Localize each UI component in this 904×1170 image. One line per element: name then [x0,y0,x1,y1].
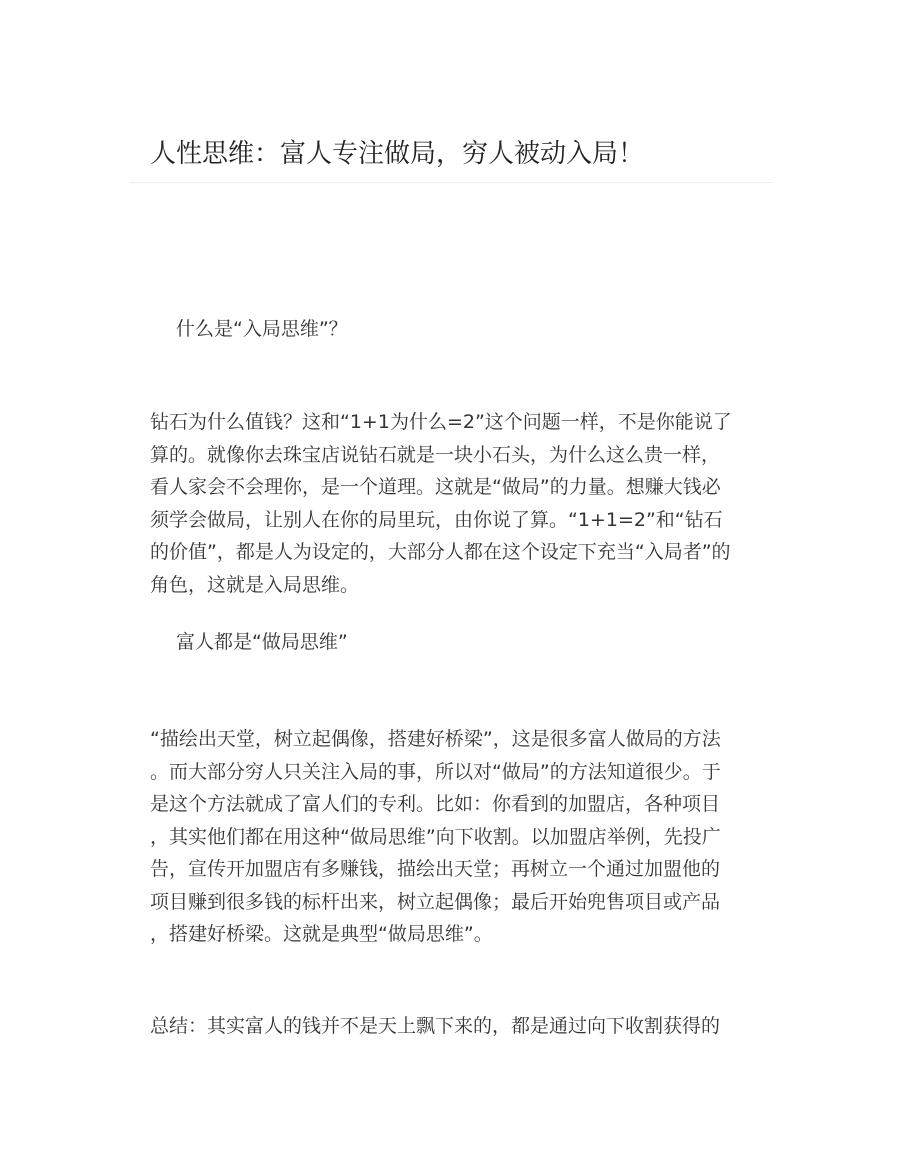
section-heading-game-thinking: 富人都是“做局思维” [176,631,348,653]
paragraph-line: 。而大部分穷人只关注入局的事，所以对“做局”的方法知道很少。于 [150,760,721,783]
article-title: 人性思维：富人专注做局，穷人被动入局！ [150,139,645,169]
paragraph-line: ，搭建好桥梁。这就是典型“做局思维”。 [150,923,493,945]
paragraph-game-thinking [150,723,760,951]
title-divider [130,182,773,183]
paragraph-entry-thinking [150,406,760,601]
paragraph-line: 钻石为什么值钱？这和“1+1为什么=2”这个问题一样，不是你能说了 [150,411,732,433]
paragraph-line: 告，宣传开加盟店有多赚钱，描绘出天堂；再树立一个通过加盟他的 [150,858,721,880]
paragraph-line: 总结：其实富人的钱并不是天上飘下来的，都是通过向下收割获得的 [150,1015,721,1037]
section-heading-entry-thinking: 什么是“入局思维”？ [176,318,348,340]
paragraph-line: “描绘出天堂，树立起偶像，搭建好桥梁”，这是很多富人做局的方法 [150,728,721,750]
paragraph-line: 看人家会不会理你，是一个道理。这就是“做局”的力量。想赚大钱必 [150,476,721,498]
paragraph-line: 角色，这就是入局思维。 [150,573,360,596]
paragraph-line: 的价值”，都是人为设定的，大部分人都在这个设定下充当“入局者”的 [150,541,731,563]
paragraph-line: 算的。就像你去珠宝店说钻石就是一块小石头，为什么这么贵一样， [150,443,721,466]
paragraph-line: ，其实他们都在用这种“做局思维”向下收割。以加盟店举例，先投广 [150,825,721,848]
summary-paragraph [150,1010,760,1043]
paragraph-line: 是这个方法就成了富人们的专利。比如：你看到的加盟店，各种项目 [150,793,721,815]
paragraph-line: 须学会做局，让别人在你的局里玩，由你说了算。“1+1=2”和“钻石 [150,508,723,531]
paragraph-line: 项目赚到很多钱的标杆出来，树立起偶像；最后开始兜售项目或产品 [150,890,721,913]
